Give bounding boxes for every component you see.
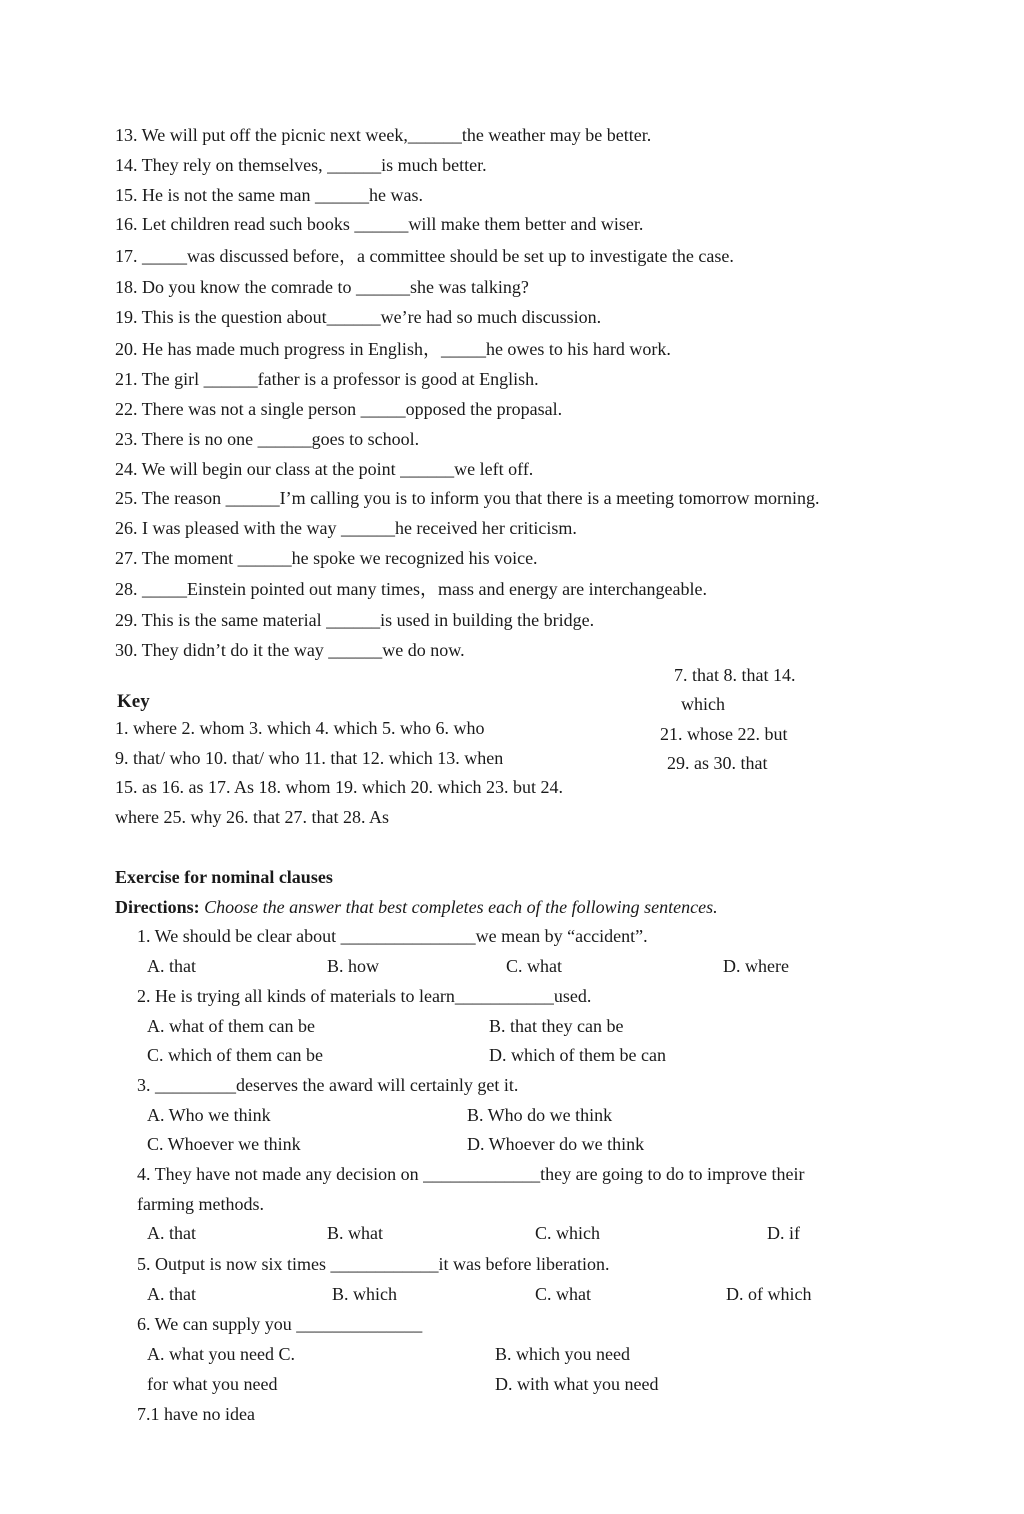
q6-option-b: B. which you need [495,1344,630,1364]
question-22: 22. There was not a single person _____opposed the propasal. [115,399,563,419]
exercise-q2: 2. He is trying all kinds of materials to learn___________used. [137,986,592,1006]
question-23: 23. There is no one ______goes to school. [115,429,420,449]
question-27: 27. The moment ______he spoke we recognized his voice. [115,548,538,568]
question-26: 26. I was pleased with the way ______he received her criticism. [115,518,577,538]
q3-option-c: C. Whoever we think [147,1134,301,1154]
key-right-line-2: which [681,694,725,714]
q4-option-c: C. which [535,1223,600,1243]
directions-text: Choose the answer that best completes each of the following sentences. [204,897,718,917]
exercise-q6: 6. We can supply you ______________ [137,1314,423,1334]
key-line-4: where 25. why 26. that 27. that 28. As [115,807,389,827]
question-16: 16. Let children read such books ______will make them better and wiser. [115,214,644,234]
q4-option-a: A. that [147,1223,196,1243]
key-heading: Key [117,691,150,712]
key-right-line-1: 7. that 8. that 14. [674,665,796,685]
question-17: 17. _____was discussed before，a committee should be set up to investigate the case. [115,246,734,266]
key-right-line-3: 21. whose 22. but [660,724,788,744]
question-20: 20. He has made much progress in English，_____he owes to his hard work. [115,339,671,359]
q3-option-b: B. Who do we think [467,1105,613,1125]
q1-option-c: C. what [506,956,562,976]
q3-option-a: A. Who we think [147,1105,271,1125]
q5-option-d: D. of which [726,1284,812,1304]
q1-option-d: D. where [723,956,789,976]
exercise-q3: 3. _________deserves the award will certainly get it. [137,1075,519,1095]
question-21: 21. The girl ______father is a professor is good at English. [115,369,539,389]
question-19: 19. This is the question about______we’re had so much discussion. [115,307,602,327]
directions [115,896,718,918]
question-13: 13. We will put off the picnic next week,______the weather may be better. [115,125,652,145]
q6-option-d: D. with what you need [495,1374,659,1394]
question-30: 30. They didn’t do it the way ______we do now. [115,640,465,660]
q6-option-c: for what you need [147,1374,278,1394]
question-18: 18. Do you know the comrade to ______she was talking? [115,277,529,297]
question-14: 14. They rely on themselves, ______is much better. [115,155,487,175]
q3-option-d: D. Whoever do we think [467,1134,645,1154]
q2-option-c: C. which of them can be [147,1045,323,1065]
q2-option-b: B. that they can be [489,1016,624,1036]
q2-option-d: D. which of them be can [489,1045,666,1065]
q2-option-a: A. what of them can be [147,1016,315,1036]
question-15: 15. He is not the same man ______he was. [115,185,423,205]
q5-option-c: C. what [535,1284,591,1304]
question-25: 25. The reason ______I’m calling you is to inform you that there is a meeting tomorrow morning. [115,488,820,508]
directions-label: Directions: [115,897,200,917]
q5-option-a: A. that [147,1284,196,1304]
key-line-1: 1. where 2. whom 3. which 4. which 5. who 6. who [115,718,485,738]
question-24: 24. We will begin our class at the point ______we left off. [115,459,534,479]
exercise-title: Exercise for nominal clauses [115,867,333,887]
q4-option-b: B. what [327,1223,383,1243]
exercise-q1: 1. We should be clear about _______________we mean by “accident”. [137,926,648,946]
key-right-line-4: 29. as 30. that [667,753,768,773]
question-28: 28. _____Einstein pointed out many times，mass and energy are interchangeable. [115,579,708,599]
exercise-q4: 4. They have not made any decision on _____________they are going to do to improve their [137,1164,805,1184]
question-29: 29. This is the same material ______is used in building the bridge. [115,610,595,630]
exercise-q4-continued: farming methods. [137,1194,264,1214]
q4-option-d: D. if [767,1223,800,1243]
exercise-q5: 5. Output is now six times ____________it was before liberation. [137,1254,610,1274]
q5-option-b: B. which [332,1284,397,1304]
key-line-2: 9. that/ who 10. that/ who 11. that 12. which 13. when [115,748,504,768]
q6-option-a: A. what you need C. [147,1344,295,1364]
q1-option-b: B. how [327,956,380,976]
key-line-3: 15. as 16. as 17. As 18. whom 19. which 20. which 23. but 24. [115,777,563,797]
q1-option-a: A. that [147,956,196,976]
exercise-q7: 7.1 have no idea [137,1404,255,1424]
